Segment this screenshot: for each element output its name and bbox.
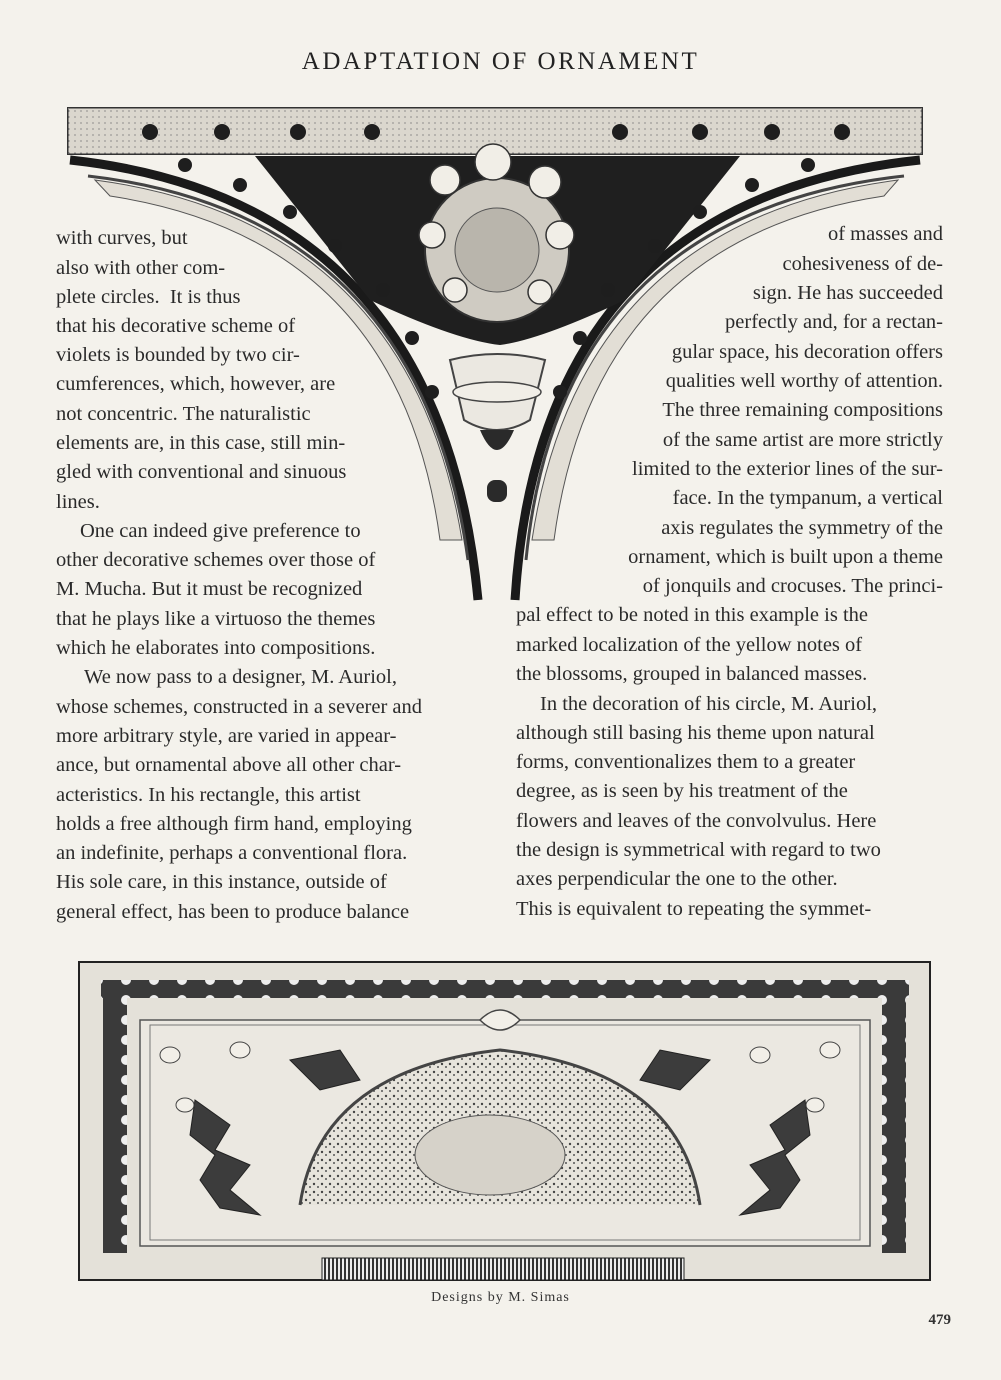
text-line: limited to the exterior lines of the sur- — [632, 458, 943, 480]
text-line: the design is symmetrical with regard to two — [516, 839, 881, 861]
text-line: degree, as is seen by his treatment of the — [516, 780, 848, 802]
text-line: ornament, which is built upon a theme — [628, 546, 943, 568]
text-line: of the same artist are more strictly — [662, 429, 943, 451]
text-line: One can indeed give preference to — [80, 520, 361, 542]
text-line: with curves, but — [56, 227, 188, 249]
text-line: that he plays like a virtuoso the themes — [56, 608, 376, 630]
text-line: an indefinite, perhaps a conventional flora. — [56, 842, 408, 864]
text-line: flowers and leaves of the convolvulus. Here — [516, 810, 877, 832]
text-line: cumferences, which, however, are — [56, 373, 336, 395]
text-line: gled with conventional and sinuous — [56, 461, 347, 483]
text-line: of jonquils and crocuses. The princi- — [642, 575, 943, 597]
text-line: axis regulates the symmetry of the — [661, 517, 943, 539]
text-line: acteristics. In his rectangle, this artist — [56, 784, 361, 806]
text-line: We now pass to a designer, M. Auriol, — [84, 666, 397, 688]
text-line: forms, conventionalizes them to a greater — [516, 751, 856, 773]
text-line: although still basing his theme upon natural — [516, 722, 875, 744]
text-line: axes perpendicular the one to the other. — [516, 868, 838, 890]
page-title: ADAPTATION OF ORNAMENT — [301, 48, 700, 75]
text-line: violets is bounded by two cir- — [56, 344, 300, 366]
text-line: perfectly and, for a rectan- — [725, 311, 943, 333]
text-line: also with other com- — [56, 257, 226, 279]
text-line: which he elaborates into compositions. — [56, 637, 376, 659]
text-line: other decorative schemes over those of — [56, 549, 376, 571]
text-line: The three remaining compositions — [662, 399, 943, 421]
text-line: general effect, has been to produce balance — [56, 901, 410, 923]
text-line: M. Mucha. But it must be recognized — [56, 578, 363, 600]
text-line: qualities well worthy of attention. — [665, 370, 943, 392]
text-line: holds a free although firm hand, employing — [56, 813, 412, 835]
text-line: His sole care, in this instance, outside of — [56, 871, 387, 893]
text-line: the blossoms, grouped in balanced masses. — [516, 663, 868, 685]
text-line: face. In the tympanum, a vertical — [672, 487, 943, 509]
text-line: cohesiveness of de- — [782, 253, 943, 275]
text-line: This is equivalent to repeating the symmet- — [516, 898, 872, 920]
text-line: ance, but ornamental above all other char- — [56, 754, 402, 776]
text-line: more arbitrary style, are varied in appear- — [56, 725, 397, 747]
holly-panel-illustration — [0, 950, 1001, 1290]
text-line: that his decorative scheme of — [56, 315, 296, 337]
text-line: In the decoration of his circle, M. Auriol, — [540, 693, 878, 715]
text-line: not concentric. The naturalistic — [56, 403, 311, 425]
text-line: lines. — [56, 491, 100, 513]
page-number: 479 — [928, 1312, 951, 1328]
text-line: gular space, his decoration offers — [671, 341, 943, 363]
text-line: sign. He has succeeded — [752, 282, 943, 304]
figure-caption: Designs by M. Simas — [431, 1290, 570, 1305]
text-line: of masses and — [827, 223, 943, 245]
text-line: whose schemes, constructed in a severer and — [56, 696, 423, 718]
text-line: plete circles. It is thus — [56, 286, 241, 308]
text-line: marked localization of the yellow notes of — [516, 634, 863, 656]
text-line: elements are, in this case, still min- — [56, 432, 346, 454]
text-line: pal effect to be noted in this example is the — [516, 604, 869, 626]
